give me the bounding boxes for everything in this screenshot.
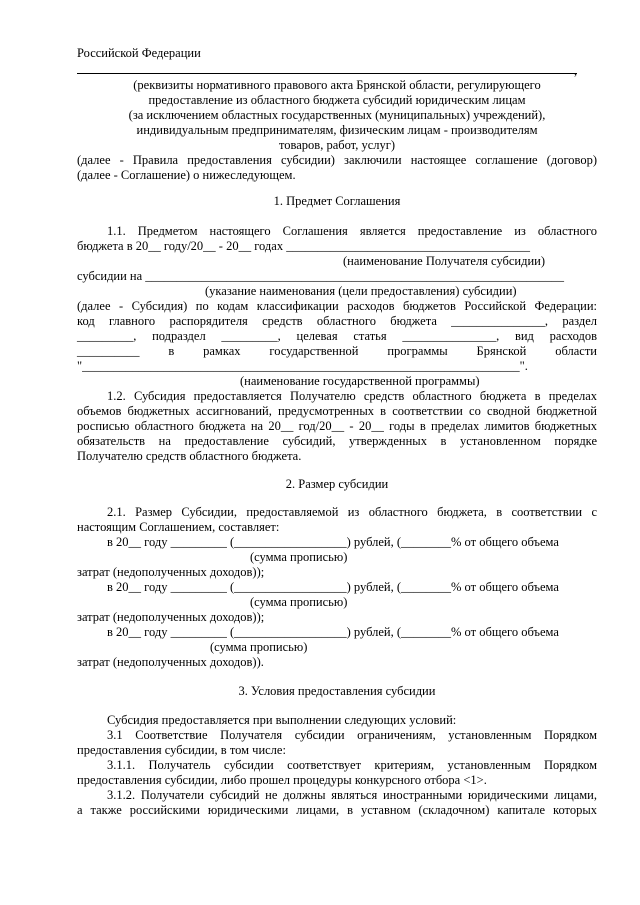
field-caption: (наименование Получателя субсидии) xyxy=(343,254,546,268)
paragraph-line: __________ в рамках государственной программы Брянской области xyxy=(77,344,597,358)
rule-comma: , xyxy=(574,64,578,78)
paragraph-line: 3.1 Соответствие Получателя субсидии ограничениям, установленным Порядком xyxy=(107,728,597,742)
paragraph-line: 2.1. Размер Субсидии, предоставляемой из областного бюджета, в соответствии с xyxy=(107,505,597,519)
paragraph-line: 3.1.1. Получатель субсидии соответствует критериям, установленным Порядком xyxy=(107,758,597,772)
paragraph-line: предоставления субсидии, либо прошел процедуры конкурсного отбора <1>. xyxy=(77,773,487,787)
paragraph-line: объемов бюджетных ассигнований, предусмотренных в соответствии со сводной бюджетной xyxy=(77,404,597,418)
paragraph-line: затрат (недополученных доходов)); xyxy=(77,565,265,579)
section-title: 1. Предмет Соглашения xyxy=(273,194,401,208)
paragraph-line: (далее - Субсидия) по кодам классификации расходов бюджетов Российской Федерации: xyxy=(77,299,597,313)
section-title: 3. Условия предоставления субсидии xyxy=(238,684,436,698)
paragraph-line: "______________________________________________________________________". xyxy=(77,359,528,373)
paragraph-line: а также российскими юридическими лицами, в уставном (складочном) капитале которых xyxy=(77,803,597,817)
paragraph-line: Получателю средств областного бюджета. xyxy=(77,449,302,463)
paragraph-line: затрат (недополученных доходов)); xyxy=(77,610,265,624)
intro-line: (далее - Соглашение) о нижеследующем. xyxy=(77,168,296,182)
paragraph-line: 1.1. Предметом настоящего Соглашения является предоставление из областного xyxy=(107,224,597,238)
paragraph-line: предоставления субсидии, в том числе: xyxy=(77,743,286,757)
paragraph-line: бюджета в 20__ году/20__ - 20__ годах _______________________________________ xyxy=(77,239,530,253)
requisites-line: (за исключением областных государственных (муниципальных) учреждений), xyxy=(128,108,546,122)
country-line: Российской Федерации xyxy=(77,46,201,60)
requisites-line: индивидуальным предпринимателям, физическим лицам - производителям xyxy=(136,123,538,137)
paragraph-line: 1.2. Субсидия предоставляется Получателю средств областного бюджета в пределах xyxy=(107,389,597,403)
paragraph-line: Субсидия предоставляется при выполнении следующих условий: xyxy=(107,713,457,727)
amount-line: в 20__ году _________ (__________________) рублей, (________% от общего объема xyxy=(107,535,559,549)
field-caption: (сумма прописью) xyxy=(250,595,348,609)
field-caption: (указание наименования (цели предоставления) субсидии) xyxy=(205,284,517,298)
paragraph-line: росписью областного бюджета на 20__ год/20__ - 20__ годы в пределах лимитов бюджетных xyxy=(77,419,597,433)
field-caption: (сумма прописью) xyxy=(210,640,308,654)
paragraph-line: затрат (недополученных доходов)). xyxy=(77,655,264,669)
amount-line: в 20__ году _________ (__________________) рублей, (________% от общего объема xyxy=(107,625,559,639)
paragraph-line: субсидии на ___________________________________________________________________ xyxy=(77,269,565,283)
requisites-rule xyxy=(77,73,577,74)
paragraph-line: 3.1.2. Получатели субсидий не должны являться иностранными юридическими лицами, xyxy=(107,788,597,802)
paragraph-line: код главного распорядителя средств областного бюджета _______________, раздел xyxy=(77,314,597,328)
paragraph-line: обязательств на предоставление субсидий, утвержденных в установленном порядке xyxy=(77,434,597,448)
paragraph-line: настоящим Соглашением, составляет: xyxy=(77,520,280,534)
requisites-line: предоставление из областного бюджета субсидий юридическим лицам xyxy=(148,93,526,107)
requisites-line: товаров, работ, услуг) xyxy=(278,138,396,152)
field-caption: (наименование государственной программы) xyxy=(240,374,480,388)
section-title: 2. Размер субсидии xyxy=(285,477,389,491)
intro-line: (далее - Правила предоставления субсидии) заключили настоящее соглашение (договор) xyxy=(77,153,597,167)
amount-line: в 20__ году _________ (__________________) рублей, (________% от общего объема xyxy=(107,580,559,594)
paragraph-line: _________, подраздел _________, целевая статья _______________, вид расходов xyxy=(77,329,597,343)
requisites-line: (реквизиты нормативного правового акта Брянской области, регулирующего xyxy=(133,78,541,92)
field-caption: (сумма прописью) xyxy=(250,550,348,564)
